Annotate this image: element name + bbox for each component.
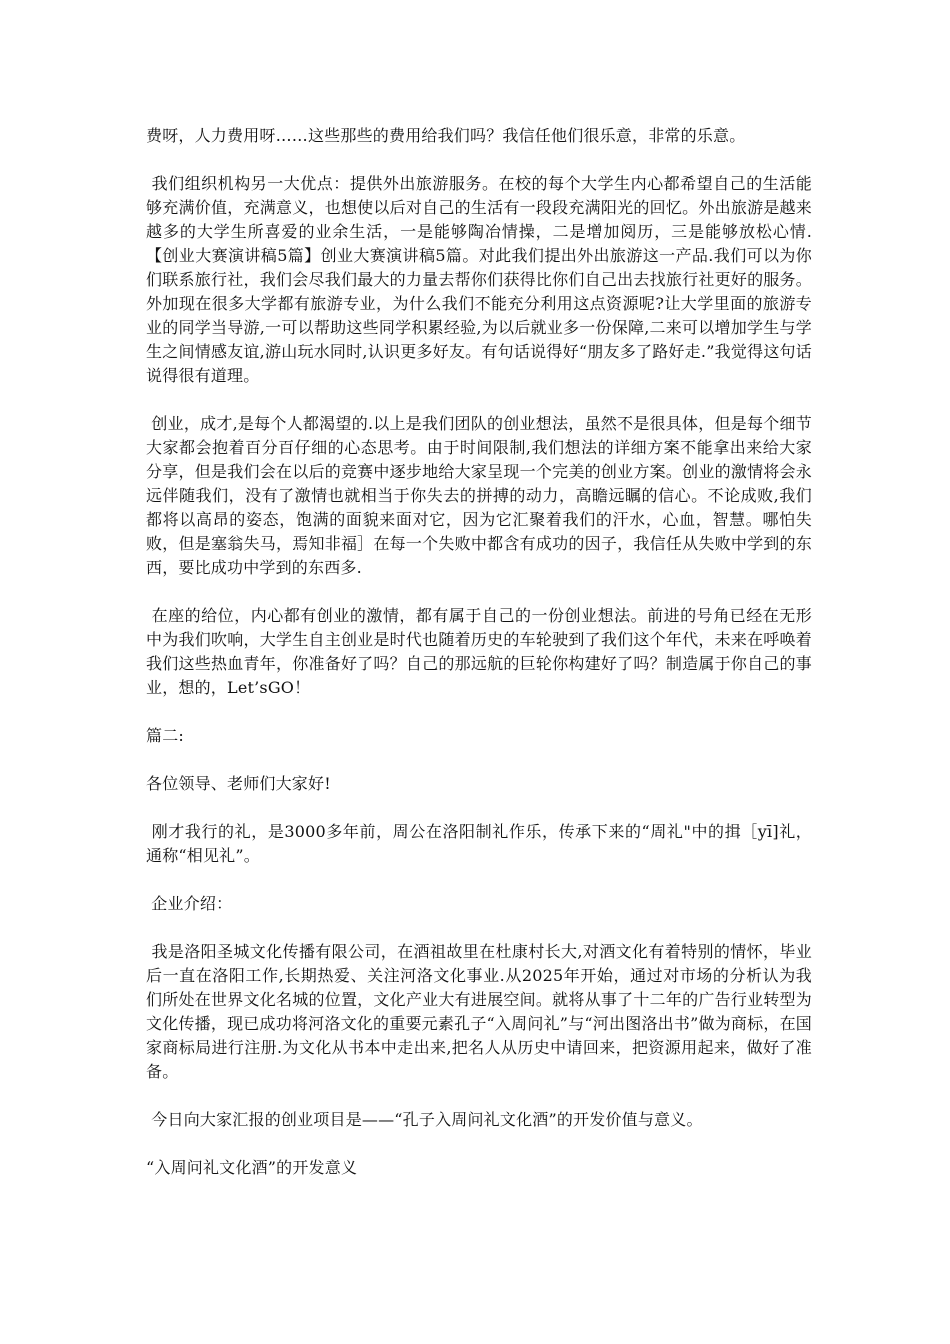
paragraph-project-report: 今日向大家汇报的创业项目是——“孔子入周问礼文化酒”的开发价值与意义。 — [146, 1110, 703, 1129]
paragraph-call-to-action: 在座的给位，内心都有创业的激情，都有属于自己的一份创业想法。前进的号角已经在无形中为我们吹响，大学生自主创业是时代也随着历史的车轮驶到了我们这个年代，未来在呼唤着我们这些热血青年，你准备好了吗？自己的那远航的巨轮你构建好了吗？制造属于你自己的事业，想的，Let’sGO！ — [146, 606, 812, 697]
paragraph-fee-continuation: 费呀，人力费用呀……这些那些的费用给我们吗？我信任他们很乐意，非常的乐意。 — [146, 126, 746, 145]
paragraph-zhou-ritual: 刚才我行的礼，是3000多年前，周公在洛阳制礼作乐，传承下来的“周礼"中的揖［yī]礼，通称“相见礼”。 — [146, 822, 812, 865]
document-body — [146, 124, 812, 1180]
paragraph-company-intro: 我是洛阳圣城文化传播有限公司，在酒祖故里在杜康村长大,对酒文化有着特别的情怀，毕业后一直在洛阳工作,长期热爱、关注河洛文化事业.从2025年开始，通过对市场的分析认为我们所处在世界文化名城的位置，文化产业大有进展空间。就将从事了十二年的广告行业转型为文化传播，现已成功将河洛文化的重要元素孔子“入周问礼”与“河出图洛出书”做为商标，在国家商标局进行注册.为文化从书本中走出来,把名人从历史中请回来，把资源用起来，做好了准备。 — [146, 942, 812, 1081]
heading-development-significance: “入周问礼文化酒”的开发意义 — [146, 1158, 358, 1177]
company-intro-heading: 企业介绍： — [146, 894, 233, 913]
greeting-line: 各位领导、老师们大家好! — [146, 774, 331, 793]
paragraph-entrepreneurship-passion: 创业，成才,是每个人都渴望的.以上是我们团队的创业想法，虽然不是很具体，但是每个细节大家都会抱着百分百仔细的心态思考。由于时间限制,我们想法的详细方案不能拿出来给大家分享，但是我们会在以后的竞赛中逐步地给大家呈现一个完美的创业方案。创业的激情将会永远伴随我们，没有了激情也就相当于你失去的拼搏的动力，高瞻远瞩的信心。不论成败,我们都将以高昂的姿态，饱满的面貌来面对它，因为它汇聚着我们的汗水，心血，智慧。哪怕失败，但是塞翁失马，焉知非福］在每一个失败中都含有成功的因子，我信任从失败中学到的东西，要比成功中学到的东西多. — [146, 414, 812, 577]
section-heading-part-two: 篇二: — [146, 726, 184, 745]
paragraph-travel-service: 我们组织机构另一大优点：提供外出旅游服务。在校的每个大学生内心都希望自己的生活能够充满价值，充满意义，也想使以后对自己的生活有一段段充满阳光的回忆。外出旅游是越来越多的大学生所喜爱的业余生活，一是能够陶冶情操，二是增加阅历，三是能够放松心情.【创业大赛演讲稿5篇】创业大赛演讲稿5篇。对此我们提出外出旅游这一产品.我们可以为你们联系旅行社，我们会尽我们最大的力量去帮你们获得比你们自己出去找旅行社更好的服务。外加现在很多大学都有旅游专业，为什么我们不能充分利用这点资源呢?让大学里面的旅游专业的同学当导游,一可以帮助这些同学积累经验,为以后就业多一份保障,二来可以增加学生与学生之间情感友谊,游山玩水同时,认识更多好友。有句话说得好“朋友多了路好走.”我觉得这句话说得很有道理。 — [146, 174, 812, 385]
